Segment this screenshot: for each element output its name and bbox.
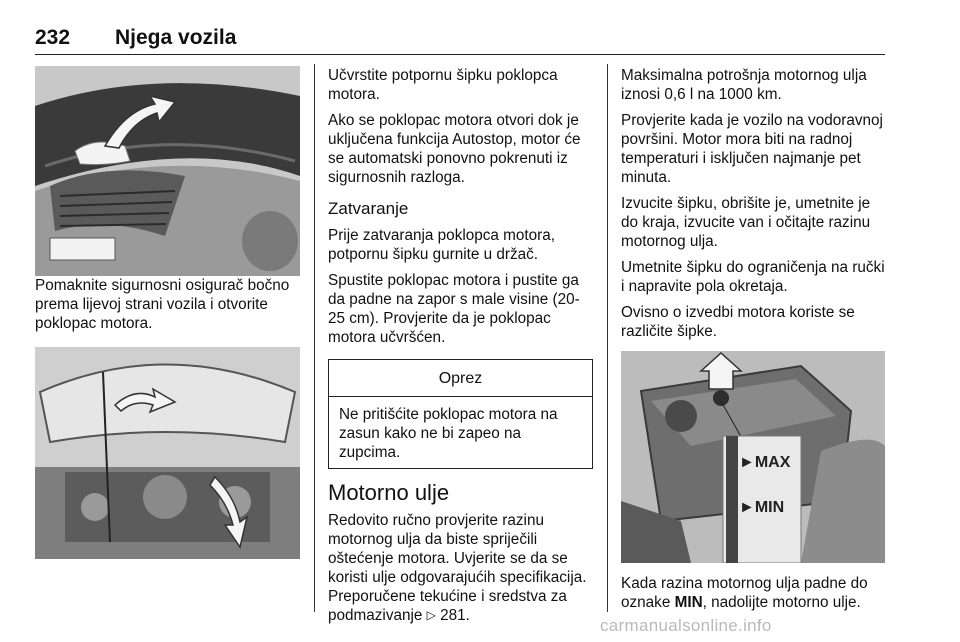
dipstick-max-label: ►MAX xyxy=(739,454,791,471)
paragraph: Ako se poklopac motora otvori dok je uključena funkcija Autostop, motor će se automatski ponovno pokrenuti iz sigurnosnih razloga. xyxy=(328,112,581,186)
paragraph: Učvrstite potpornu šipku poklopca motora. xyxy=(328,67,558,103)
column-right xyxy=(621,66,889,619)
page-reference-icon: ▷ xyxy=(426,608,436,622)
paragraph: Provjerite kada je vozilo na vodoravnoj površini. Motor mora biti na radnoj temperaturi i isključen najmanje pet minuta. xyxy=(621,112,883,186)
paragraph: Izvucite šipku, obrišite je, umetnite je do kraja, izvucite van i očitajte razinu motornog ulja. xyxy=(621,195,871,250)
dipstick-illustration xyxy=(621,351,885,563)
hood-release-illustration xyxy=(35,66,300,276)
hood-open-illustration xyxy=(35,347,300,559)
dipstick-min-label: ►MIN xyxy=(739,499,785,516)
figure-caption: Pomaknite sigurnosni osigurač bočno prema lijevoj strani vozila i otvorite poklopac motora. xyxy=(35,277,290,332)
watermark: carmanualsonline.info xyxy=(600,616,772,635)
section-heading-closing: Zatvaranje xyxy=(328,199,409,218)
column-middle xyxy=(328,66,593,632)
caution-notice xyxy=(328,359,593,469)
page-header xyxy=(35,26,885,55)
column-divider xyxy=(314,64,315,612)
paragraph: Prije zatvaranja poklopca motora, potpornu šipku gurnite u držač. xyxy=(328,227,556,263)
section-heading-engine-oil: Motorno ulje xyxy=(328,480,450,505)
min-mark-label: MIN xyxy=(674,594,703,611)
paragraph-with-reference: Redovito ručno provjerite razinu motornog ulja da biste spriječili oštećenje motora. Uvjerite se da se koristi ulje odgovarajućih specifikacija. Preporučene tekućine i sredstva za podmazivanje ▷ 281. xyxy=(328,512,587,624)
caution-title: Oprez xyxy=(329,360,592,397)
paragraph: Ovisno o izvedbi motora koriste se različite šipke. xyxy=(621,304,855,340)
chapter-title: Njega vozila xyxy=(115,26,237,49)
caution-body: Ne pritišćite poklopac motora na zasun kako ne bi zapeo na zupcima. xyxy=(339,406,558,461)
figure-dipstick xyxy=(621,351,885,563)
column-divider xyxy=(607,64,608,612)
paragraph: Spustite poklopac motora i pustite ga da padne na zapor s male visine (20-25 cm). Provjerite da je poklopac motora učvršćen. xyxy=(328,272,580,346)
figure-caption: Kada razina motornog ulja padne do oznake MIN, nadolijte motorno ulje. xyxy=(621,575,868,611)
figure-hood-open xyxy=(35,347,300,559)
column-left xyxy=(35,66,300,559)
page-reference-link[interactable]: 281. xyxy=(440,607,470,624)
paragraph: Maksimalna potrošnja motornog ulja iznosi 0,6 l na 1000 km. xyxy=(621,67,867,103)
page-number: 232 xyxy=(35,26,71,49)
figure-hood-release xyxy=(35,66,300,276)
paragraph: Umetnite šipku do ograničenja na ručki i napravite pola okretaja. xyxy=(621,259,885,295)
